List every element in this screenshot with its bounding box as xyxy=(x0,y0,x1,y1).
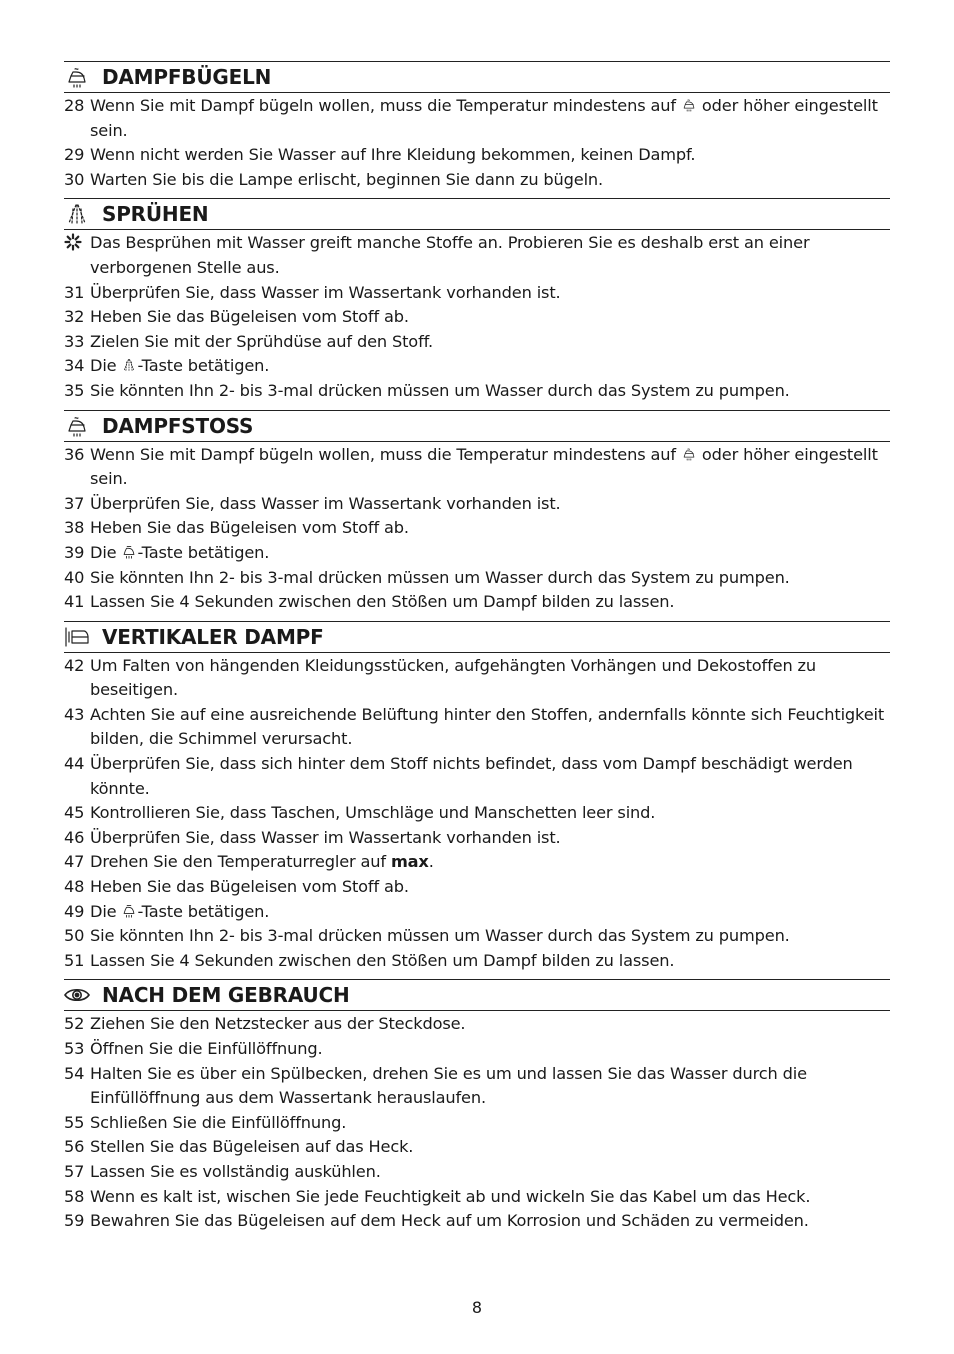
list-item xyxy=(64,703,890,752)
steam-icon xyxy=(681,445,697,461)
item-text xyxy=(90,1062,890,1111)
instruction-list xyxy=(64,1011,890,1235)
item-text xyxy=(90,1037,890,1062)
text-segment: . xyxy=(428,852,434,872)
text-segment: Schließen Sie die Einfüllöffnung. xyxy=(90,1112,347,1132)
text-segment: Überprüfen Sie, dass sich hinter dem Stoff nichts befindet, dass vom Dampf beschädigt werden könnte. xyxy=(90,754,853,798)
item-number: 31 xyxy=(64,282,85,302)
text-segment: Wenn Sie mit Dampf bügeln wollen, muss die Temperatur mindestens auf xyxy=(90,444,681,464)
item-text xyxy=(90,1185,890,1210)
item-text xyxy=(90,900,890,925)
text-segment: Achten Sie auf eine ausreichende Belüftung hinter den Stoffen, andernfalls könnte sich Feuchtigkeit bilden, die Schimmel verursacht. xyxy=(90,704,885,749)
text-segment: Die xyxy=(90,356,122,376)
item-number: 56 xyxy=(64,1137,85,1157)
item-text xyxy=(90,305,890,330)
item-number: 43 xyxy=(64,704,85,724)
list-item xyxy=(64,1111,890,1136)
item-number: 29 xyxy=(64,145,85,165)
bold-term: max xyxy=(390,852,429,872)
item-text xyxy=(90,1111,890,1136)
list-item xyxy=(64,801,890,826)
list-item xyxy=(64,949,890,974)
text-segment: Das Besprühen mit Wasser greift manche Stoffe an. Probieren Sie es deshalb erst an einer verborgenen Stelle aus. xyxy=(90,233,810,277)
item-text xyxy=(90,924,890,949)
item-number: 30 xyxy=(64,169,85,189)
item-text xyxy=(90,850,890,875)
item-text xyxy=(90,1135,890,1160)
item-text xyxy=(90,949,890,974)
item-number: 52 xyxy=(64,1014,85,1034)
item-text xyxy=(90,752,890,801)
list-item xyxy=(64,354,890,379)
spray-icon xyxy=(64,203,92,225)
text-segment: Sie könnten Ihn 2- bis 3-mal drücken müssen um Wasser durch das System zu pumpen. xyxy=(90,380,790,400)
item-text xyxy=(90,1209,890,1234)
text-segment: Heben Sie das Bügeleisen vom Stoff ab. xyxy=(90,877,409,897)
item-text xyxy=(90,168,890,193)
item-number: 53 xyxy=(64,1039,85,1058)
text-segment: Heben Sie das Bügeleisen vom Stoff ab. xyxy=(90,518,409,538)
steam-icon xyxy=(64,415,92,437)
text-segment: -Taste betätigen. xyxy=(137,901,270,921)
list-item xyxy=(64,443,890,492)
item-text xyxy=(90,94,890,143)
item-number: 39 xyxy=(64,542,85,562)
list-item xyxy=(64,492,890,517)
document-body xyxy=(64,61,890,1236)
eye-icon xyxy=(64,984,92,1006)
list-item xyxy=(64,281,890,306)
list-item xyxy=(64,1209,890,1234)
list-item xyxy=(64,168,890,193)
page-number: 8 xyxy=(471,1298,483,1317)
item-text xyxy=(90,654,890,703)
item-number: 51 xyxy=(64,950,85,970)
section-header xyxy=(64,410,890,442)
list-item xyxy=(64,1012,890,1037)
item-text xyxy=(90,379,890,404)
text-segment: Sie könnten Ihn 2- bis 3-mal drücken müssen um Wasser durch das System zu pumpen. xyxy=(90,567,790,587)
text-segment: Halten Sie es über ein Spülbecken, drehen Sie es um und lassen Sie das Wasser durch die Einfüllöffnung aus dem Wassertank herauslaufen. xyxy=(90,1063,807,1108)
list-item xyxy=(64,1037,890,1062)
section-title: SPRÜHEN xyxy=(102,202,209,227)
instruction-list xyxy=(64,93,890,194)
text-segment: Wenn es kalt ist, wischen Sie jede Feuchtigkeit ab und wickeln Sie das Kabel um das Heck. xyxy=(90,1186,811,1206)
list-item xyxy=(64,826,890,851)
item-text xyxy=(90,443,890,492)
text-segment: Kontrollieren Sie, dass Taschen, Umschläge und Manschetten leer sind. xyxy=(90,803,656,823)
text-segment: Überprüfen Sie, dass Wasser im Wassertank vorhanden ist. xyxy=(90,282,561,302)
instruction-list xyxy=(64,230,890,405)
list-item xyxy=(64,924,890,949)
text-segment: Überprüfen Sie, dass Wasser im Wassertank vorhanden ist. xyxy=(90,827,561,847)
section-title: NACH DEM GEBRAUCH xyxy=(102,983,350,1008)
item-number: 32 xyxy=(64,307,85,327)
item-number: 42 xyxy=(64,655,85,675)
item-number: 33 xyxy=(64,331,85,351)
item-number: 34 xyxy=(64,356,85,376)
text-segment: Öffnen Sie die Einfüllöffnung. xyxy=(90,1039,323,1058)
text-segment: Um Falten von hängenden Kleidungsstücken, aufgehängten Vorhängen und Dekostoffen zu beseitigen. xyxy=(90,655,817,700)
item-text xyxy=(90,330,890,355)
item-number: 35 xyxy=(64,380,85,400)
text-segment: Bewahren Sie das Bügeleisen auf dem Heck auf um Korrosion und Schäden zu vermeiden. xyxy=(90,1211,809,1231)
section-header xyxy=(64,61,890,93)
item-text xyxy=(90,354,890,379)
item-text xyxy=(90,826,890,851)
spray-icon xyxy=(121,356,137,372)
list-item xyxy=(64,330,890,355)
item-number: 49 xyxy=(64,901,85,921)
item-text xyxy=(90,590,890,615)
item-number: 54 xyxy=(64,1063,85,1083)
item-number: 37 xyxy=(64,493,85,513)
text-segment: Stellen Sie das Bügeleisen auf das Heck. xyxy=(90,1137,414,1157)
vertical-steam-icon xyxy=(64,626,92,648)
item-number: 59 xyxy=(64,1211,85,1231)
item-number: 44 xyxy=(64,754,85,774)
item-text xyxy=(90,231,890,280)
item-number: 40 xyxy=(64,567,85,587)
item-number: 55 xyxy=(64,1112,85,1132)
steam-shot-icon xyxy=(121,543,137,559)
item-text xyxy=(90,492,890,517)
item-text xyxy=(90,801,890,826)
text-segment: Zielen Sie mit der Sprühdüse auf den Stoff. xyxy=(90,331,433,351)
section-header xyxy=(64,621,890,653)
item-number: 36 xyxy=(64,444,85,464)
item-text xyxy=(90,703,890,752)
text-segment: Lassen Sie 4 Sekunden zwischen den Stößen um Dampf bilden zu lassen. xyxy=(90,950,675,970)
list-item xyxy=(64,516,890,541)
item-text xyxy=(90,143,890,168)
item-text xyxy=(90,875,890,900)
list-item xyxy=(64,900,890,925)
item-number: 58 xyxy=(64,1186,85,1206)
list-item xyxy=(64,850,890,875)
text-segment: Lassen Sie 4 Sekunden zwischen den Stößen um Dampf bilden zu lassen. xyxy=(90,592,675,612)
steam-icon xyxy=(64,66,92,88)
text-segment: Die xyxy=(90,901,122,921)
list-item xyxy=(64,654,890,703)
item-text xyxy=(90,1160,890,1185)
text-segment: oder höher eingestellt sein. xyxy=(90,444,878,489)
text-segment: oder höher eingestellt sein. xyxy=(90,96,878,140)
text-segment: -Taste betätigen. xyxy=(137,356,270,376)
item-number: 47 xyxy=(64,852,85,872)
item-number: 38 xyxy=(64,518,85,538)
item-number: 45 xyxy=(64,803,85,823)
item-text xyxy=(90,566,890,591)
list-item xyxy=(64,231,890,280)
section-header xyxy=(64,979,890,1011)
section-title: VERTIKALER DAMPF xyxy=(102,624,324,649)
warning-star-icon xyxy=(64,231,90,280)
text-segment: Drehen Sie den Temperaturregler auf xyxy=(90,852,391,872)
list-item xyxy=(64,875,890,900)
text-segment: -Taste betätigen. xyxy=(137,542,270,562)
steam-shot-icon xyxy=(121,902,137,918)
list-item xyxy=(64,1062,890,1111)
item-text xyxy=(90,516,890,541)
list-item xyxy=(64,541,890,566)
item-number: 46 xyxy=(64,827,85,847)
text-segment: Heben Sie das Bügeleisen vom Stoff ab. xyxy=(90,307,409,327)
item-number: 50 xyxy=(64,926,85,946)
instruction-list xyxy=(64,442,890,617)
steam-icon xyxy=(681,96,697,112)
text-segment: Wenn Sie mit Dampf bügeln wollen, muss die Temperatur mindestens auf xyxy=(90,96,681,115)
text-segment: Wenn nicht werden Sie Wasser auf Ihre Kleidung bekommen, keinen Dampf. xyxy=(90,145,696,165)
item-number: 28 xyxy=(64,96,85,115)
section-title: DAMPFBÜGELN xyxy=(102,65,272,89)
text-segment: Überprüfen Sie, dass Wasser im Wassertank vorhanden ist. xyxy=(90,493,561,513)
item-number: 48 xyxy=(64,877,85,897)
section-header xyxy=(64,198,890,230)
list-item xyxy=(64,1160,890,1185)
text-segment: Sie könnten Ihn 2- bis 3-mal drücken müssen um Wasser durch das System zu pumpen. xyxy=(90,926,790,946)
list-item xyxy=(64,1185,890,1210)
list-item xyxy=(64,379,890,404)
list-item xyxy=(64,94,890,143)
list-item xyxy=(64,143,890,168)
list-item xyxy=(64,566,890,591)
section-title: DAMPFSTOSS xyxy=(102,413,254,438)
text-segment: Lassen Sie es vollständig auskühlen. xyxy=(90,1161,381,1181)
item-text xyxy=(90,541,890,566)
text-segment: Die xyxy=(90,542,122,562)
text-segment: Warten Sie bis die Lampe erlischt, beginnen Sie dann zu bügeln. xyxy=(90,169,604,189)
list-item xyxy=(64,1135,890,1160)
item-number: 57 xyxy=(64,1161,85,1181)
text-segment: Ziehen Sie den Netzstecker aus der Steckdose. xyxy=(90,1014,466,1034)
list-item xyxy=(64,305,890,330)
list-item xyxy=(64,590,890,615)
item-number: 41 xyxy=(64,592,85,612)
item-text xyxy=(90,281,890,306)
item-text xyxy=(90,1012,890,1037)
list-item xyxy=(64,752,890,801)
instruction-list xyxy=(64,653,890,976)
